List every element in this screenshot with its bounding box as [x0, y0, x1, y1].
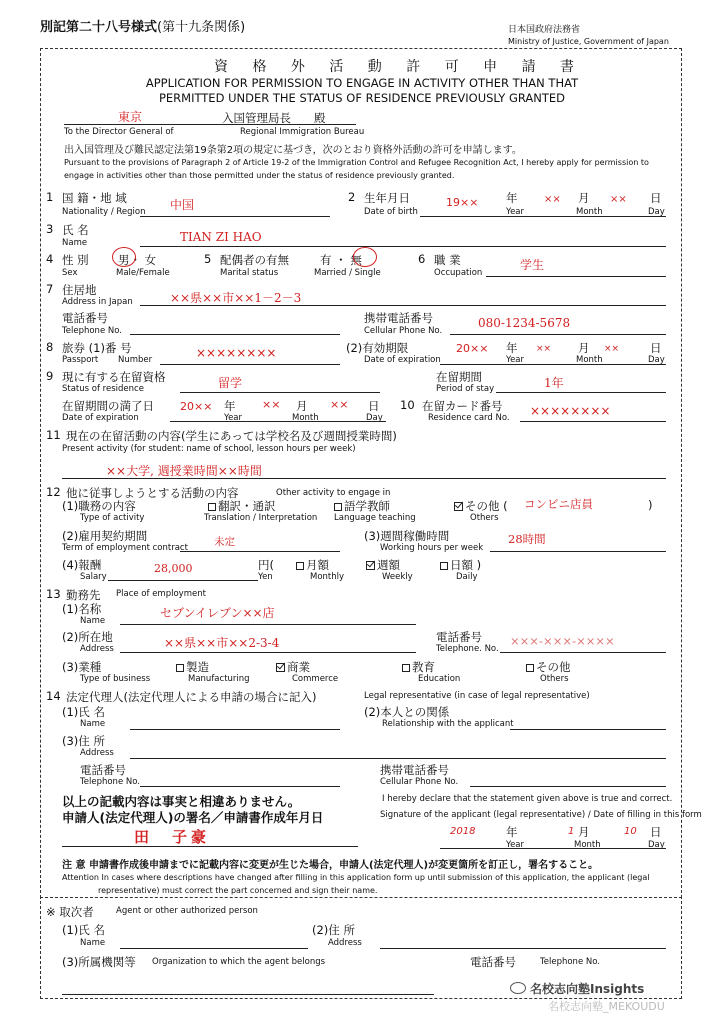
name-label: 氏 名	[62, 223, 89, 237]
field-num-14: 14	[46, 689, 61, 703]
cell-label: 携帯電話番号	[364, 311, 433, 325]
intro-jp: 出入国管理及び難民認定法第19条第2項の規定に基づき，次のとおり資格外活動の許可を申請します。	[64, 145, 522, 156]
agent-name-label: (1)氏 名	[62, 923, 105, 937]
intro-en-2: engage in activities other than those permitted under the status of residence previously granted.	[64, 171, 455, 180]
intro-en-1: Pursuant to the provisions of Paragraph 2 of Article 19-2 of the Immigration Control and Refugee Recognition Act, I hereby apply for permission to	[64, 158, 649, 167]
employer-tel-label: 電話番号	[436, 630, 482, 644]
tel-label-en: Telephone No.	[62, 326, 122, 336]
yen-label: 円(	[258, 558, 274, 572]
sex-dot: ・	[129, 253, 141, 267]
period-label: 在留期間	[436, 370, 482, 384]
agent-org-label: (3)所属機関等	[62, 955, 136, 969]
cell-label-en: Cellular Phone No.	[364, 326, 443, 336]
marital-label: 配偶者の有無	[220, 253, 289, 267]
hours-label-en: Working hours per week	[380, 543, 484, 553]
field-num-13: 13	[46, 587, 61, 601]
sign-month-en: Month	[574, 840, 601, 850]
dob-month-en: Month	[576, 207, 603, 217]
card-value[interactable]: ××××××××	[530, 404, 611, 418]
title-jp: 資 格 外 活 動 許 可 申 請 書	[214, 59, 585, 75]
watermark: 名校志向塾Insights	[510, 980, 644, 997]
salary-label: (4)報酬	[62, 558, 102, 572]
pex-year-jp: 年	[506, 341, 518, 355]
dob-year-jp: 年	[506, 191, 518, 205]
other-activity-label: 他に従事しようとする活動の内容	[66, 486, 239, 500]
agent-header-en: Agent or other authorized person	[116, 906, 258, 916]
sign-year[interactable]: 2018	[450, 826, 476, 837]
field-num-10: 10	[400, 398, 415, 412]
marital-options-en: Married / Single	[314, 268, 381, 278]
stay-expire-label-en: Date of expiration	[62, 413, 139, 423]
employer-addr-label-en: Address	[80, 644, 114, 654]
dob-year-en: Year	[506, 207, 524, 217]
pex-month-en: Month	[576, 355, 603, 365]
salary-daily-en: Daily	[456, 572, 478, 582]
legal-rep-tel-label-en: Telephone No.	[80, 777, 140, 787]
other-activity-label-en: Other activity to engage in	[276, 488, 391, 498]
salary-weekly-en: Weekly	[382, 572, 413, 582]
sex-year-jp: 年	[224, 399, 236, 413]
legal-rep-cell-label-en: Cellular Phone No.	[380, 777, 459, 787]
employer-name-label-en: Name	[80, 616, 106, 626]
field-num-2: 2	[348, 190, 356, 204]
to-director-en: To the Director General of	[64, 127, 174, 137]
opt-translation-en: Translation / Interpretation	[204, 513, 318, 523]
marital-yes: 有	[320, 253, 332, 267]
passport-number-value[interactable]: ××××××××	[196, 346, 277, 360]
agent-name-label-en: Name	[80, 938, 106, 948]
legal-rep-name-label: (1)氏 名	[62, 705, 105, 719]
legal-rep-rel-label: (2)本人との関係	[364, 705, 450, 719]
biz-manufacturing-en: Manufacturing	[188, 674, 250, 684]
sign-year-jp: 年	[506, 825, 518, 839]
marital-label-en: Marital status	[220, 268, 279, 278]
sign-year-en: Year	[506, 840, 524, 850]
sex-month-jp: 月	[296, 399, 308, 413]
biz-others-en: Others	[540, 674, 569, 684]
pex-year-en: Year	[506, 355, 524, 365]
legal-rep-addr-label-en: Address	[80, 748, 114, 758]
passport-exp-month[interactable]: ××	[536, 344, 552, 354]
card-label: 在留カード番号	[422, 399, 503, 413]
employer-label-en: Place of employment	[116, 589, 206, 599]
opt-paren-close: )	[648, 498, 653, 512]
salary-value[interactable]: 28,000	[154, 562, 193, 575]
legal-rep-addr-label: (3)住 所	[62, 734, 105, 748]
signature-label-jp: 申請人(法定代理人)の署名／申請書作成年月日	[62, 810, 324, 825]
sex-label: 性 別	[62, 253, 89, 267]
wechat-icon	[510, 982, 526, 994]
checkbox[interactable]	[440, 562, 448, 570]
sign-day[interactable]: 10	[624, 826, 637, 837]
declaration-jp: 以上の記載内容は事実と相違ありません。	[62, 794, 301, 809]
address-label-en: Address in Japan	[62, 297, 133, 307]
sign-month-jp: 月	[578, 825, 590, 839]
business-type-label: (3)業種	[62, 660, 102, 674]
present-activity-value[interactable]: ××大学, 週授業時間××時間	[106, 464, 262, 478]
checkbox[interactable]	[296, 562, 304, 570]
status-label: 現に有する在留資格	[62, 370, 166, 384]
passport-expiry-label: (2)有効期限	[346, 341, 409, 355]
employer-addr-label: (2)所在地	[62, 630, 113, 644]
pex-day-jp: 日	[650, 341, 662, 355]
passport-number-en: Number	[118, 355, 153, 365]
occupation-label: 職 業	[434, 253, 461, 267]
biz-education-en: Education	[418, 674, 461, 684]
checkbox[interactable]	[176, 664, 184, 672]
opt-others-en: Others	[470, 513, 499, 523]
agent-org-label-en: Organization to which the agent belongs	[152, 957, 326, 967]
passport-exp-year[interactable]: 20××	[456, 342, 489, 355]
biz-education[interactable]: 教育	[402, 659, 435, 675]
activity-type-label: (1)職務の内容	[62, 499, 136, 513]
agent-tel-label: 電話番号	[470, 955, 516, 969]
hours-label: (3)週間稼働時間	[364, 529, 450, 543]
yen-label-en: Yen	[258, 572, 273, 582]
passport-label-en: Passport	[62, 355, 99, 365]
checkbox[interactable]	[526, 664, 534, 672]
legal-rep-cell-label: 携帯電話番号	[380, 763, 449, 777]
present-activity-label-en: Present activity (for student: name of school, lesson hours per week)	[62, 444, 356, 454]
occupation-label-en: Occupation	[434, 268, 483, 278]
bureau-en: Regional Immigration Bureau	[240, 127, 365, 137]
sign-day-en: Day	[648, 840, 665, 850]
employer-label: 勤務先	[66, 588, 101, 602]
stay-expire-label: 在留期間の満了日	[62, 399, 154, 413]
sex-male-circle	[112, 247, 136, 267]
sign-month[interactable]: 1	[568, 826, 575, 837]
sex-month-en: Month	[292, 413, 319, 423]
legal-rep-rel-label-en: Relationship with the applicant	[382, 719, 514, 729]
tel-label: 電話番号	[62, 311, 108, 325]
agent-header: ※ 取次者	[46, 905, 94, 919]
nationality-value[interactable]: 中国	[170, 198, 195, 212]
employer-name-label: (1)名称	[62, 602, 102, 616]
checkbox-checked[interactable]	[276, 663, 285, 672]
sex-options-en: Male/Female	[116, 268, 170, 278]
title-en-1: APPLICATION FOR PERMISSION TO ENGAGE IN ACTIVITY OTHER THAN THAT	[145, 76, 579, 90]
salary-monthly-en: Monthly	[310, 572, 345, 582]
dob-day-en: Day	[648, 207, 665, 217]
biz-commerce-en: Commerce	[292, 674, 339, 684]
field-num-9: 9	[46, 369, 54, 383]
checkbox[interactable]	[334, 503, 342, 511]
marital-no: 無	[350, 253, 362, 267]
nationality-label-en: Nationality / Region	[62, 207, 146, 217]
employer-addr-value[interactable]: ××県××市××2-3-4	[164, 636, 280, 650]
dob-month-jp: 月	[578, 191, 590, 205]
field-num-8: 8	[46, 340, 54, 354]
form-number: 別記第二十八号様式(第十九条関係)	[40, 20, 246, 35]
checkbox[interactable]	[208, 503, 216, 511]
employer-tel-label-en: Telephone. No.	[436, 644, 499, 654]
address-label: 住居地	[62, 283, 97, 297]
bureau-jp: 入国管理局長 殿	[222, 111, 326, 125]
sex-label-en: Sex	[62, 268, 78, 278]
business-type-label-en: Type of business	[80, 674, 151, 684]
stay-exp-day[interactable]: ××	[330, 398, 349, 411]
sex-day-jp: 日	[368, 399, 380, 413]
legal-rep-name-label-en: Name	[80, 719, 106, 729]
signature[interactable]: 田 子豪	[134, 828, 211, 846]
notice-en-2: representative) must correct the part concerned and sign their name.	[98, 886, 378, 895]
dob-day[interactable]: ××	[610, 194, 627, 205]
checkbox-checked[interactable]	[454, 502, 463, 511]
salary-weekly[interactable]: 週額	[366, 557, 400, 573]
legal-rep-tel-label: 電話番号	[80, 763, 126, 777]
sign-day-jp: 日	[650, 825, 662, 839]
name-label-en: Name	[62, 238, 88, 248]
dob-label: 生年月日	[364, 191, 410, 205]
biz-manufacturing[interactable]: 製造	[176, 659, 209, 675]
sex-male: 男	[118, 253, 130, 267]
checkbox-checked[interactable]	[366, 561, 375, 570]
contract-label-en: Term of employment contract	[62, 543, 188, 553]
address-value[interactable]: ××県××市××1－2－3	[170, 291, 302, 305]
marital-single-circle	[353, 247, 377, 267]
dob-year[interactable]: 19××	[446, 196, 479, 209]
pex-day-en: Day	[648, 355, 665, 365]
salary-monthly[interactable]: 月額	[296, 557, 329, 573]
notice-en-1: Attention In cases where descriptions have changed after filling in this application form up until submission of this application, the applicant (legal	[62, 873, 650, 882]
opt-others-value[interactable]: コンビニ店員	[524, 497, 593, 511]
sex-day-en: Day	[366, 413, 383, 423]
present-activity-label: 現在の在留活動の内容(学生にあっては学校名及び週間授業時間)	[66, 429, 397, 443]
signature-label-en: Signature of the applicant (legal representative) / Date of filling in this form	[380, 810, 702, 820]
passport-expiry-label-en: Date of expiration	[364, 355, 441, 365]
ministry-en: Ministry of Justice, Government of Japan	[508, 37, 669, 46]
field-num-3: 3	[46, 222, 54, 236]
agent-tel-label-en: Telephone No.	[540, 957, 600, 967]
period-value[interactable]: 1年	[544, 376, 564, 390]
sex-female: 女	[144, 253, 157, 267]
field-num-5: 5	[204, 252, 212, 266]
biz-others[interactable]: その他	[526, 659, 571, 675]
opt-language[interactable]: 語学教師	[334, 498, 390, 514]
watermark-sub: 名校志向塾_MEKOUDU	[548, 1000, 665, 1013]
status-label-en: Status of residence	[62, 384, 144, 394]
activity-type-label-en: Type of activity	[80, 513, 145, 523]
agent-addr-label: (2)住 所	[312, 923, 355, 937]
contract-label: (2)雇用契約期間	[62, 529, 148, 543]
field-num-4: 4	[46, 252, 54, 266]
field-num-11: 11	[46, 428, 61, 442]
notice-jp: 注 意 申請書作成後申請までに記載内容に変更が生じた場合，申請人(法定代理人)が変更箇所を訂正し，署名すること。	[62, 860, 599, 871]
bureau-city: 東京	[118, 110, 143, 124]
dob-day-jp: 日	[650, 191, 662, 205]
opt-language-en: Language teaching	[334, 513, 416, 523]
ministry-jp: 日本国政府法務省	[508, 25, 581, 35]
passport-exp-day[interactable]: ××	[604, 344, 620, 354]
card-label-en: Residence card No.	[428, 413, 510, 423]
dob-label-en: Date of birth	[364, 207, 418, 217]
salary-paren-open: (	[269, 558, 274, 572]
title-en-2: PERMITTED UNDER THE STATUS OF RESIDENCE PREVIOUSLY GRANTED	[158, 91, 566, 105]
status-value[interactable]: 留学	[218, 376, 243, 390]
salary-paren-close: )	[476, 558, 482, 572]
pex-month-jp: 月	[578, 341, 590, 355]
declaration-en: I hereby declare that the statement given above is true and correct.	[382, 794, 673, 804]
legal-rep-label-en: Legal representative (in case of legal representative)	[364, 691, 590, 701]
employer-tel-value[interactable]: ×××-×××-××××	[510, 634, 615, 648]
stay-exp-year[interactable]: 20××	[180, 400, 213, 413]
sex-year-en: Year	[224, 413, 242, 423]
checkbox[interactable]	[402, 664, 410, 672]
opt-paren-open: (	[503, 499, 508, 513]
salary-daily[interactable]: 日額 )	[440, 557, 481, 573]
dob-month[interactable]: ××	[544, 194, 561, 205]
period-label-en: Period of stay	[436, 384, 495, 394]
occupation-value[interactable]: 学生	[520, 258, 545, 272]
passport-label: 旅券 (1)番 号	[62, 341, 132, 355]
cell-value[interactable]: 080-1234-5678	[478, 316, 571, 330]
contract-value[interactable]: 未定	[214, 536, 235, 548]
marital-dot: ・	[335, 253, 347, 267]
salary-label-en: Salary	[80, 572, 107, 582]
name-value[interactable]: TIAN ZI HAO	[180, 230, 262, 244]
agent-addr-label-en: Address	[328, 938, 362, 948]
nationality-label: 国 籍・地 域	[62, 191, 127, 205]
stay-exp-month[interactable]: ××	[262, 398, 281, 411]
biz-commerce[interactable]: 商業	[276, 659, 310, 675]
field-num-7: 7	[46, 282, 54, 296]
field-num-1: 1	[46, 190, 54, 204]
legal-rep-label: 法定代理人(法定代理人による申請の場合に記入)	[66, 690, 317, 704]
opt-others[interactable]: その他 (	[454, 498, 508, 514]
field-num-6: 6	[418, 252, 426, 266]
employer-name-value[interactable]: セブンイレブン××店	[160, 606, 275, 620]
field-num-12: 12	[46, 485, 61, 499]
hours-value[interactable]: 28時間	[508, 532, 546, 546]
opt-translation[interactable]: 翻訳・通訳	[208, 498, 276, 514]
